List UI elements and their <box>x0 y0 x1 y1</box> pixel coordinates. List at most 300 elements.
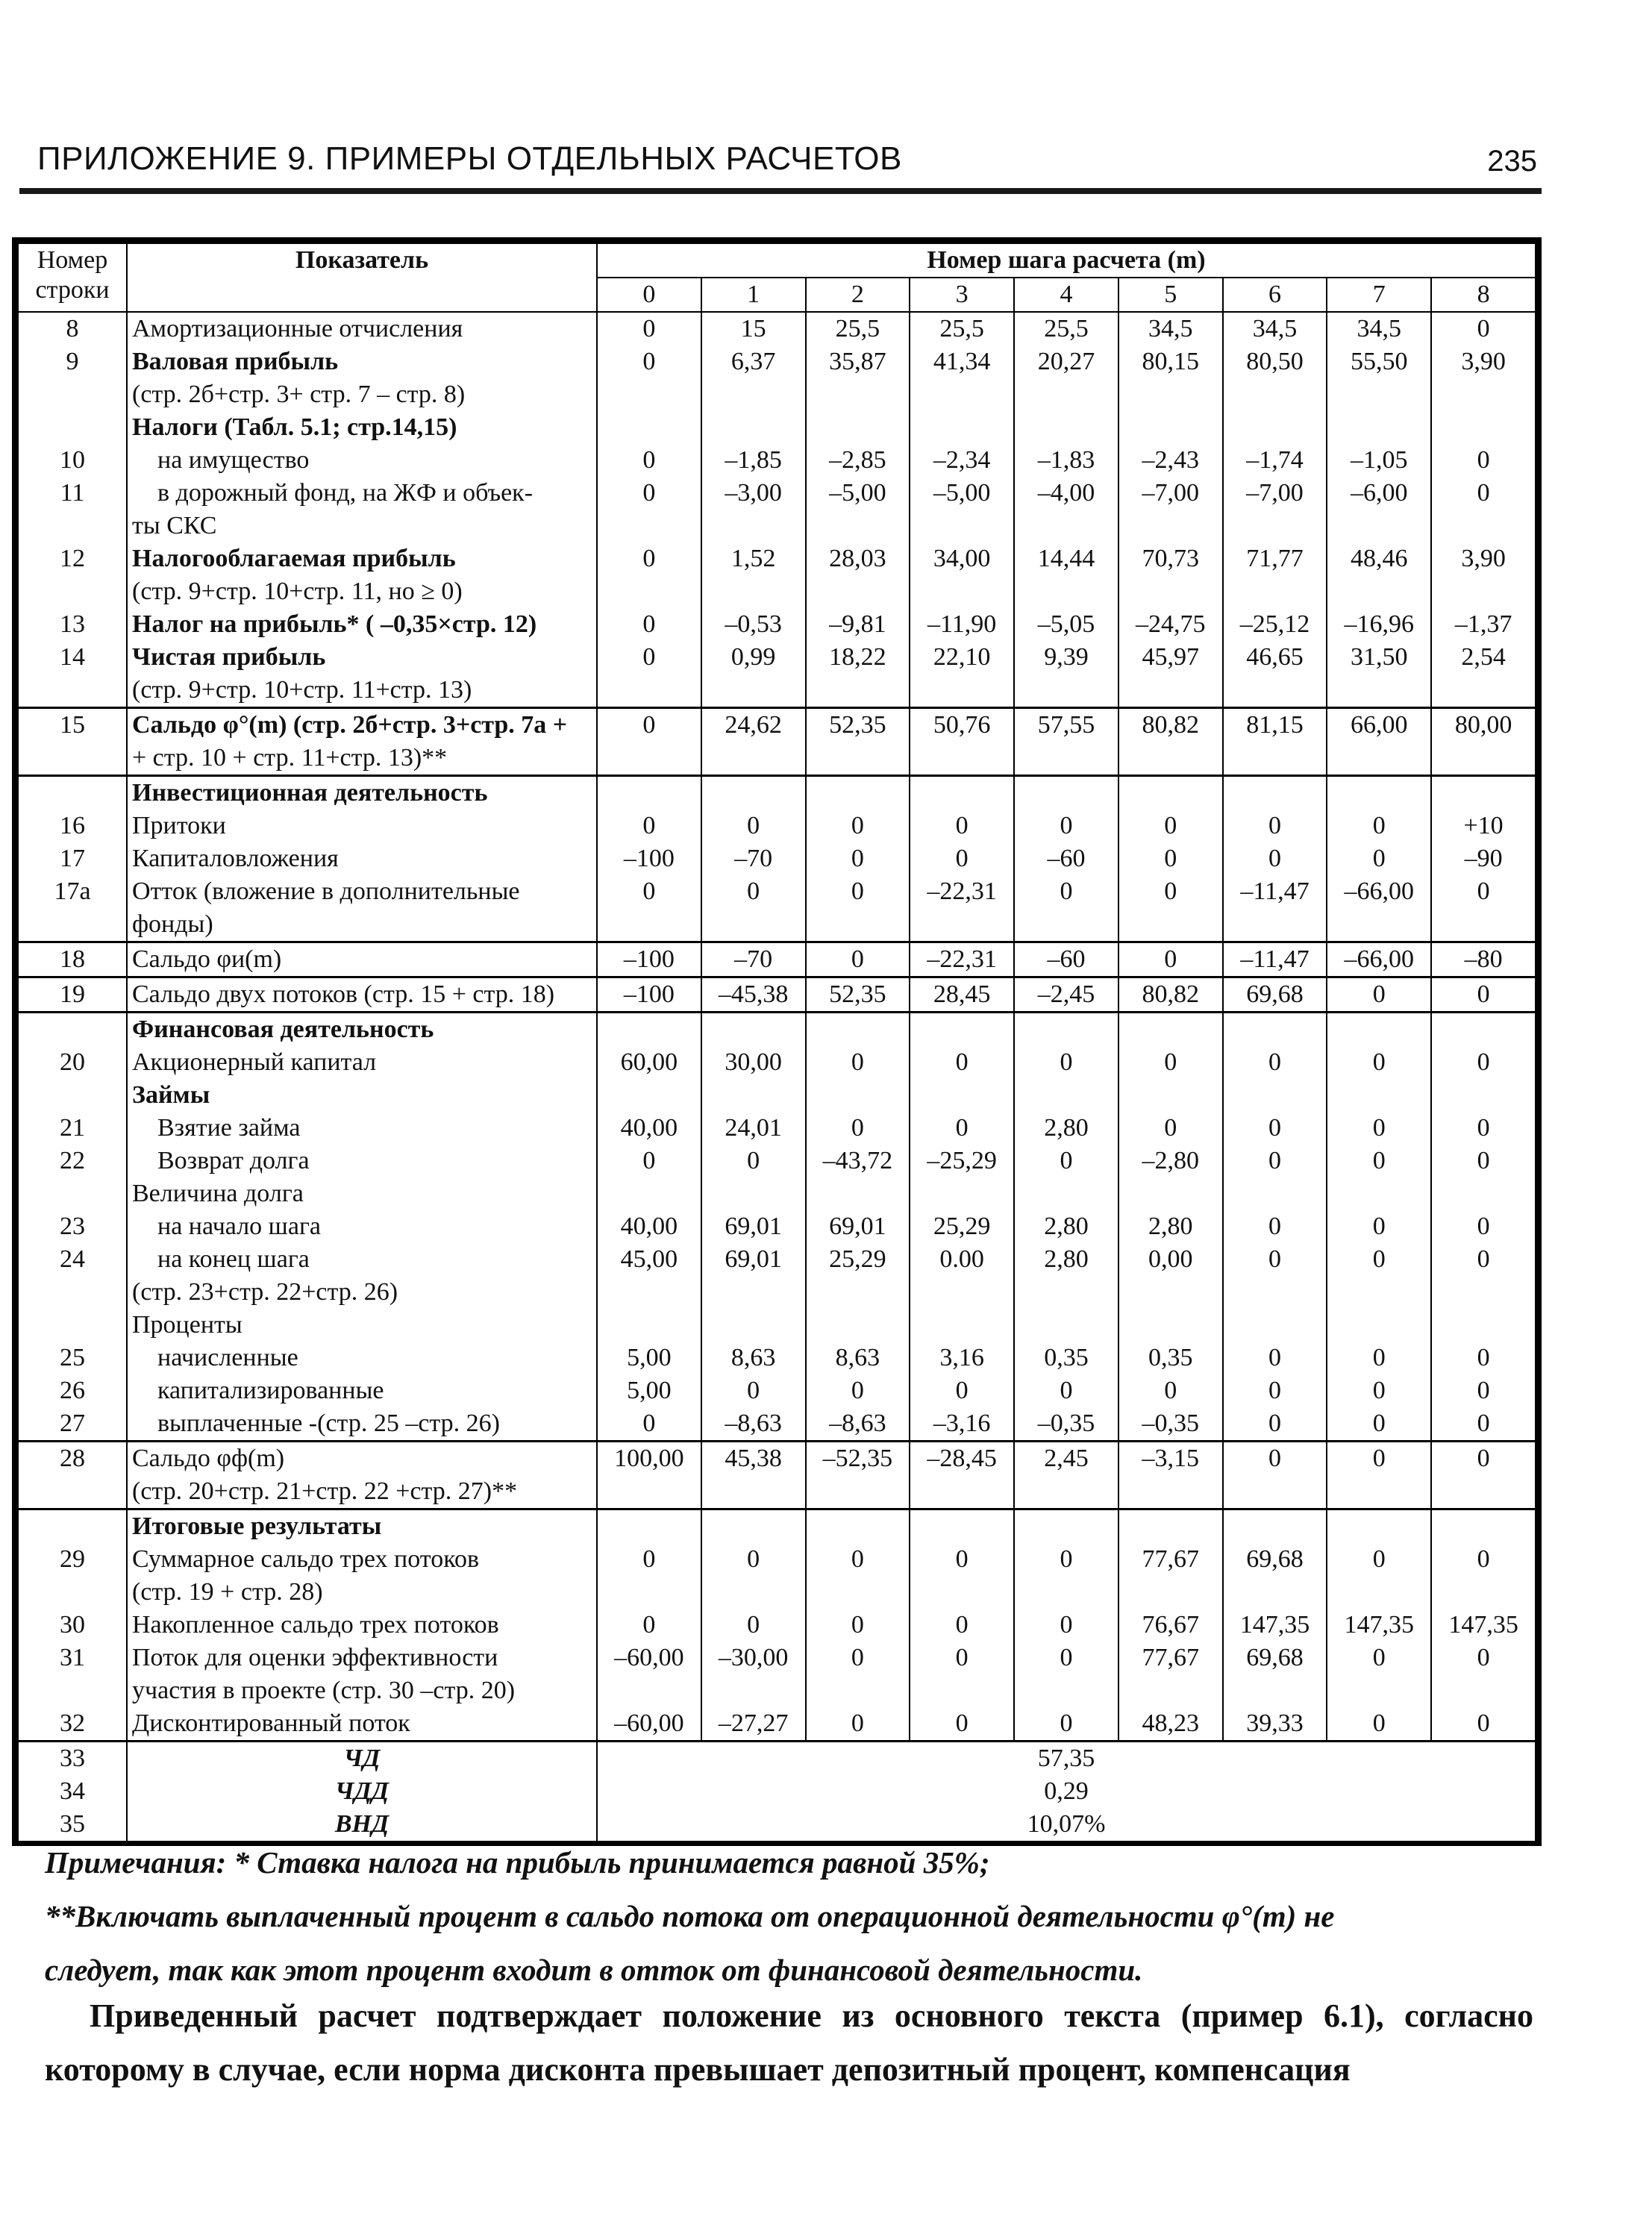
step-value: 0 <box>597 1407 701 1442</box>
table-row <box>18 378 1536 411</box>
step-value <box>910 908 1014 942</box>
step-value: 46,65 <box>1223 641 1327 674</box>
step-value: 0 <box>910 1543 1014 1576</box>
row-number: 26 <box>18 1374 127 1407</box>
step-value: 6,37 <box>701 345 806 378</box>
step-value: 41,34 <box>910 345 1014 378</box>
step-value: 9,39 <box>1014 641 1118 674</box>
indicator-label: на конец шага <box>127 1243 597 1276</box>
table-row <box>18 1079 1536 1112</box>
step-value: 147,35 <box>1327 1609 1431 1642</box>
table-row <box>18 477 1536 510</box>
step-value: 0 <box>806 810 910 842</box>
step-value: 0 <box>1327 1210 1431 1243</box>
indicator-label: (стр. 9+стр. 10+стр. 11, но ≥ 0) <box>127 575 597 608</box>
step-value <box>1431 510 1536 542</box>
body-paragraph: Приведенный расчет подтверждает положение из основного текста (пример 6.1), согласно которому в случае, если норма дисконта превышает депозитный процент, компенсация <box>45 1997 1533 2088</box>
row-number: 24 <box>18 1243 127 1276</box>
step-value <box>1118 674 1223 708</box>
table-row <box>18 708 1536 742</box>
step-value: 71,77 <box>1223 542 1327 575</box>
step-value <box>1327 1079 1431 1112</box>
indicator-label: на имущество <box>127 444 597 477</box>
step-value: 39,33 <box>1223 1707 1327 1742</box>
step-value: 25,5 <box>1014 312 1118 345</box>
step-value <box>806 1509 910 1544</box>
step-value <box>910 776 1014 810</box>
step-value: 0 <box>1431 1707 1536 1742</box>
header-step: 1 <box>701 278 806 312</box>
step-value <box>1223 742 1327 776</box>
step-value <box>1431 1013 1536 1047</box>
step-value <box>1431 1177 1536 1210</box>
step-value: 25,5 <box>806 312 910 345</box>
indicator-label: Суммарное сальдо трех потоков <box>127 1543 597 1576</box>
indicator-label: (стр. 20+стр. 21+стр. 22 +стр. 27)** <box>127 1475 597 1509</box>
step-value: 0 <box>1327 1374 1431 1407</box>
step-value <box>1327 1509 1431 1544</box>
step-value: –2,80 <box>1118 1145 1223 1177</box>
step-value: 70,73 <box>1118 542 1223 575</box>
step-value: 34,5 <box>1327 312 1431 345</box>
step-value <box>1223 1309 1327 1342</box>
step-value <box>1431 908 1536 942</box>
step-value: –5,05 <box>1014 608 1118 641</box>
indicator-label: Сальдо φф(m) <box>127 1442 597 1476</box>
step-value <box>1118 1674 1223 1707</box>
indicator-label: Капиталовложения <box>127 842 597 875</box>
step-value <box>1014 575 1118 608</box>
step-value <box>1118 742 1223 776</box>
step-value <box>910 575 1014 608</box>
step-value: –28,45 <box>910 1442 1014 1476</box>
row-number: 14 <box>18 641 127 674</box>
step-value: 0 <box>1431 477 1536 510</box>
row-number: 21 <box>18 1112 127 1145</box>
indicator-label: (стр. 19 + стр. 28) <box>127 1576 597 1609</box>
table-row <box>18 1145 1536 1177</box>
table-body <box>18 312 1536 1841</box>
indicator-label: фонды) <box>127 908 597 942</box>
row-number: 19 <box>18 977 127 1013</box>
step-value <box>1223 1013 1327 1047</box>
step-value: 0.00 <box>910 1243 1014 1276</box>
step-value: 0 <box>597 345 701 378</box>
step-value <box>1118 1309 1223 1342</box>
table-row <box>18 312 1536 345</box>
row-number: 35 <box>18 1808 127 1841</box>
step-value: –2,43 <box>1118 444 1223 477</box>
step-value: 0,35 <box>1014 1342 1118 1374</box>
indicator-label: в дорожный фонд, на ЖФ и объек- <box>127 477 597 510</box>
step-value: 20,27 <box>1014 345 1118 378</box>
indicator-label: Проценты <box>127 1309 597 1342</box>
step-value: 0 <box>597 708 701 742</box>
step-value: 80,00 <box>1431 708 1536 742</box>
step-value <box>1014 378 1118 411</box>
step-value: 30,00 <box>701 1046 806 1079</box>
step-value <box>1118 411 1223 444</box>
step-value <box>910 742 1014 776</box>
step-value: 3,16 <box>910 1342 1014 1374</box>
step-value: 25,29 <box>806 1243 910 1276</box>
indicator-label: Возврат долга <box>127 1145 597 1177</box>
step-value <box>1223 1276 1327 1309</box>
step-value <box>910 1309 1014 1342</box>
step-value <box>597 776 701 810</box>
step-value: 0 <box>806 875 910 908</box>
table-row <box>18 1210 1536 1243</box>
header-rule <box>19 188 1542 194</box>
step-value: 0 <box>1431 875 1536 908</box>
step-value: 0 <box>806 1642 910 1674</box>
step-value <box>1014 1509 1118 1544</box>
step-value <box>1431 1309 1536 1342</box>
step-value <box>1118 1079 1223 1112</box>
step-value <box>1327 742 1431 776</box>
step-value: 0 <box>1118 1374 1223 1407</box>
step-value: –2,85 <box>806 444 910 477</box>
step-value: 0 <box>806 842 910 875</box>
row-number <box>18 411 127 444</box>
step-value: 0 <box>1223 1046 1327 1079</box>
row-number: 17а <box>18 875 127 908</box>
step-value: 28,45 <box>910 977 1014 1013</box>
step-value: 0 <box>910 1046 1014 1079</box>
step-value: –5,00 <box>910 477 1014 510</box>
step-value <box>597 1475 701 1509</box>
step-value <box>1223 1674 1327 1707</box>
row-number: 29 <box>18 1543 127 1576</box>
row-number <box>18 776 127 810</box>
row-number: 10 <box>18 444 127 477</box>
step-value: 0 <box>1014 1374 1118 1407</box>
step-value: –100 <box>597 842 701 875</box>
step-value <box>597 1276 701 1309</box>
row-number: 25 <box>18 1342 127 1374</box>
step-value: 0 <box>1327 1112 1431 1145</box>
table-row <box>18 1374 1536 1407</box>
row-number: 34 <box>18 1775 127 1808</box>
step-value <box>597 411 701 444</box>
step-value <box>1431 1276 1536 1309</box>
table-row <box>18 1707 1536 1742</box>
step-value: 0 <box>910 1374 1014 1407</box>
step-value: 48,46 <box>1327 542 1431 575</box>
step-value: +10 <box>1431 810 1536 842</box>
step-value <box>1014 1309 1118 1342</box>
step-value: –11,47 <box>1223 942 1327 977</box>
summary-value: 10,07% <box>597 1808 1536 1841</box>
step-value <box>1014 510 1118 542</box>
indicator-label: Финансовая деятельность <box>127 1013 597 1047</box>
table-row <box>18 1243 1536 1276</box>
step-value: 0 <box>1223 1112 1327 1145</box>
table-row <box>18 1342 1536 1374</box>
indicator-label: Налогооблагаемая прибыль <box>127 542 597 575</box>
row-number: 32 <box>18 1707 127 1742</box>
step-value: 31,50 <box>1327 641 1431 674</box>
step-value: 0 <box>1327 1342 1431 1374</box>
step-value <box>701 575 806 608</box>
step-value <box>1431 411 1536 444</box>
step-value: 0 <box>1223 1210 1327 1243</box>
step-value <box>1431 776 1536 810</box>
table-row <box>18 977 1536 1013</box>
step-value: 8,63 <box>701 1342 806 1374</box>
step-value <box>1118 1509 1223 1544</box>
page-number: 235 <box>1487 145 1537 178</box>
step-value: 0 <box>910 1609 1014 1642</box>
step-value <box>1014 1177 1118 1210</box>
step-value: –70 <box>701 942 806 977</box>
step-value <box>1118 510 1223 542</box>
step-value <box>1014 1674 1118 1707</box>
step-value: –5,00 <box>806 477 910 510</box>
step-value <box>806 1079 910 1112</box>
step-value: –27,27 <box>701 1707 806 1742</box>
step-value: 0 <box>1327 842 1431 875</box>
row-number: 23 <box>18 1210 127 1243</box>
indicator-label: Займы <box>127 1079 597 1112</box>
step-value <box>1118 1475 1223 1509</box>
table-row <box>18 608 1536 641</box>
step-value <box>910 674 1014 708</box>
header-step: 3 <box>910 278 1014 312</box>
step-value: –100 <box>597 977 701 1013</box>
indicator-label: ты СКС <box>127 510 597 542</box>
step-value: 0 <box>1014 1642 1118 1674</box>
step-value: –1,85 <box>701 444 806 477</box>
step-value <box>1327 510 1431 542</box>
step-value: 45,97 <box>1118 641 1223 674</box>
step-value: 0 <box>910 1707 1014 1742</box>
step-value: 0 <box>1223 1342 1327 1374</box>
indicator-label: Отток (вложение в дополнительные <box>127 875 597 908</box>
step-value <box>701 908 806 942</box>
row-number <box>18 510 127 542</box>
step-value <box>1431 742 1536 776</box>
step-value <box>701 411 806 444</box>
step-value: 0 <box>701 1543 806 1576</box>
step-value <box>1327 908 1431 942</box>
step-value <box>1118 1576 1223 1609</box>
step-value <box>1118 1177 1223 1210</box>
step-value <box>1327 1276 1431 1309</box>
step-value: 5,00 <box>597 1374 701 1407</box>
step-value <box>1118 378 1223 411</box>
step-value <box>806 908 910 942</box>
step-value: –1,37 <box>1431 608 1536 641</box>
step-value: –22,31 <box>910 875 1014 908</box>
step-value: –7,00 <box>1118 477 1223 510</box>
indicator-label: Сальдо двух потоков (стр. 15 + стр. 18) <box>127 977 597 1013</box>
step-value: 69,01 <box>701 1210 806 1243</box>
step-value <box>1431 1674 1536 1707</box>
step-value: 0,35 <box>1118 1342 1223 1374</box>
step-value <box>1014 1475 1118 1509</box>
step-value: 0 <box>597 608 701 641</box>
step-value <box>1327 1309 1431 1342</box>
step-value <box>1431 1576 1536 1609</box>
step-value: 0 <box>1431 1442 1536 1476</box>
step-value <box>1327 575 1431 608</box>
step-value: –2,34 <box>910 444 1014 477</box>
row-number: 17 <box>18 842 127 875</box>
step-value <box>806 742 910 776</box>
step-value: 0 <box>806 942 910 977</box>
step-value: –60,00 <box>597 1707 701 1742</box>
step-value <box>1223 411 1327 444</box>
step-value <box>1223 674 1327 708</box>
step-value <box>701 742 806 776</box>
step-value: –0,35 <box>1118 1407 1223 1442</box>
step-value: –3,16 <box>910 1407 1014 1442</box>
step-value: 0 <box>1014 1609 1118 1642</box>
step-value <box>1431 378 1536 411</box>
step-value: –16,96 <box>1327 608 1431 641</box>
step-value <box>806 1276 910 1309</box>
table-row <box>18 1576 1536 1609</box>
step-value: 0 <box>1431 312 1536 345</box>
step-value <box>1223 1576 1327 1609</box>
step-value <box>701 1576 806 1609</box>
step-value <box>1223 776 1327 810</box>
table-row <box>18 1475 1536 1509</box>
step-value: 25,5 <box>910 312 1014 345</box>
step-value: 0 <box>1431 1145 1536 1177</box>
step-value <box>806 776 910 810</box>
step-value: 0 <box>1431 1342 1536 1374</box>
table-row <box>18 575 1536 608</box>
indicator-label: Дисконтированный поток <box>127 1707 597 1742</box>
row-number <box>18 1674 127 1707</box>
step-value: 25,29 <box>910 1210 1014 1243</box>
step-value: 35,87 <box>806 345 910 378</box>
step-value: –1,74 <box>1223 444 1327 477</box>
step-value: 0 <box>1223 1374 1327 1407</box>
step-value <box>806 411 910 444</box>
step-value: –66,00 <box>1327 942 1431 977</box>
step-value: –9,81 <box>806 608 910 641</box>
step-value: 0 <box>910 1112 1014 1145</box>
step-value: –1,83 <box>1014 444 1118 477</box>
step-value <box>1118 575 1223 608</box>
step-value: 0 <box>1223 810 1327 842</box>
step-value: 0 <box>1431 444 1536 477</box>
step-value: 2,80 <box>1014 1112 1118 1145</box>
page-header <box>37 140 1537 185</box>
step-value: 50,76 <box>910 708 1014 742</box>
step-value <box>1431 674 1536 708</box>
table-row <box>18 674 1536 708</box>
step-value: 55,50 <box>1327 345 1431 378</box>
step-value: 15 <box>701 312 806 345</box>
indicator-label: Инвестиционная деятельность <box>127 776 597 810</box>
step-value <box>910 1576 1014 1609</box>
step-value <box>1223 1509 1327 1544</box>
step-value: 45,38 <box>701 1442 806 1476</box>
step-value: 0 <box>1431 1112 1536 1145</box>
step-value <box>1118 776 1223 810</box>
step-value: 3,90 <box>1431 542 1536 575</box>
step-value <box>597 674 701 708</box>
step-value: 14,44 <box>1014 542 1118 575</box>
indicator-label: Итоговые результаты <box>127 1509 597 1544</box>
step-value: 0 <box>597 875 701 908</box>
step-value: –60,00 <box>597 1642 701 1674</box>
summary-row <box>18 1742 1536 1776</box>
step-value: 0 <box>1014 1707 1118 1742</box>
step-value: 0 <box>1327 1442 1431 1476</box>
step-value <box>1014 1576 1118 1609</box>
header-step: 5 <box>1118 278 1223 312</box>
row-number: 11 <box>18 477 127 510</box>
step-value: 80,50 <box>1223 345 1327 378</box>
step-value: 69,68 <box>1223 1642 1327 1674</box>
row-number: 16 <box>18 810 127 842</box>
row-number <box>18 1276 127 1309</box>
table-row <box>18 1509 1536 1544</box>
step-value: 0 <box>597 542 701 575</box>
step-value: 0 <box>1014 1046 1118 1079</box>
row-number: 30 <box>18 1609 127 1642</box>
indicator-label: Величина долга <box>127 1177 597 1210</box>
row-number <box>18 1079 127 1112</box>
step-value: –66,00 <box>1327 875 1431 908</box>
step-value: 0 <box>910 842 1014 875</box>
step-value <box>1014 908 1118 942</box>
step-value: 0 <box>1118 1112 1223 1145</box>
step-value: 0,99 <box>701 641 806 674</box>
step-value <box>1431 1509 1536 1544</box>
step-value: 34,5 <box>1118 312 1223 345</box>
step-value: 77,67 <box>1118 1642 1223 1674</box>
indicator-label: + стр. 10 + стр. 11+стр. 13)** <box>127 742 597 776</box>
step-value: –0,35 <box>1014 1407 1118 1442</box>
cash-flow-table <box>12 237 1542 1846</box>
summary-value: 57,35 <box>597 1742 1536 1776</box>
step-value: 0 <box>1327 1046 1431 1079</box>
step-value: 18,22 <box>806 641 910 674</box>
step-value: 2,80 <box>1118 1210 1223 1243</box>
step-value <box>1327 1674 1431 1707</box>
step-value: 66,00 <box>1327 708 1431 742</box>
step-value: 0 <box>1431 1046 1536 1079</box>
step-value: 81,15 <box>1223 708 1327 742</box>
step-value: 0,00 <box>1118 1243 1223 1276</box>
step-value <box>701 776 806 810</box>
step-value <box>1223 575 1327 608</box>
row-number: 27 <box>18 1407 127 1442</box>
step-value: 0 <box>1014 1543 1118 1576</box>
step-value: –2,45 <box>1014 977 1118 1013</box>
table-row <box>18 842 1536 875</box>
step-value: 0 <box>1014 810 1118 842</box>
step-value <box>701 1674 806 1707</box>
row-number <box>18 1177 127 1210</box>
indicator-label: Акционерный капитал <box>127 1046 597 1079</box>
step-value: 0 <box>701 875 806 908</box>
step-value: 0 <box>806 1609 910 1642</box>
step-value: 22,10 <box>910 641 1014 674</box>
step-value <box>910 1674 1014 1707</box>
table-row <box>18 1276 1536 1309</box>
header-step: 0 <box>597 278 701 312</box>
note-line: следует, так как этот процент входит в отток от финансовой деятельности. <box>45 1953 1143 1987</box>
step-value: 0 <box>806 1707 910 1742</box>
indicator-label: на начало шага <box>127 1210 597 1243</box>
